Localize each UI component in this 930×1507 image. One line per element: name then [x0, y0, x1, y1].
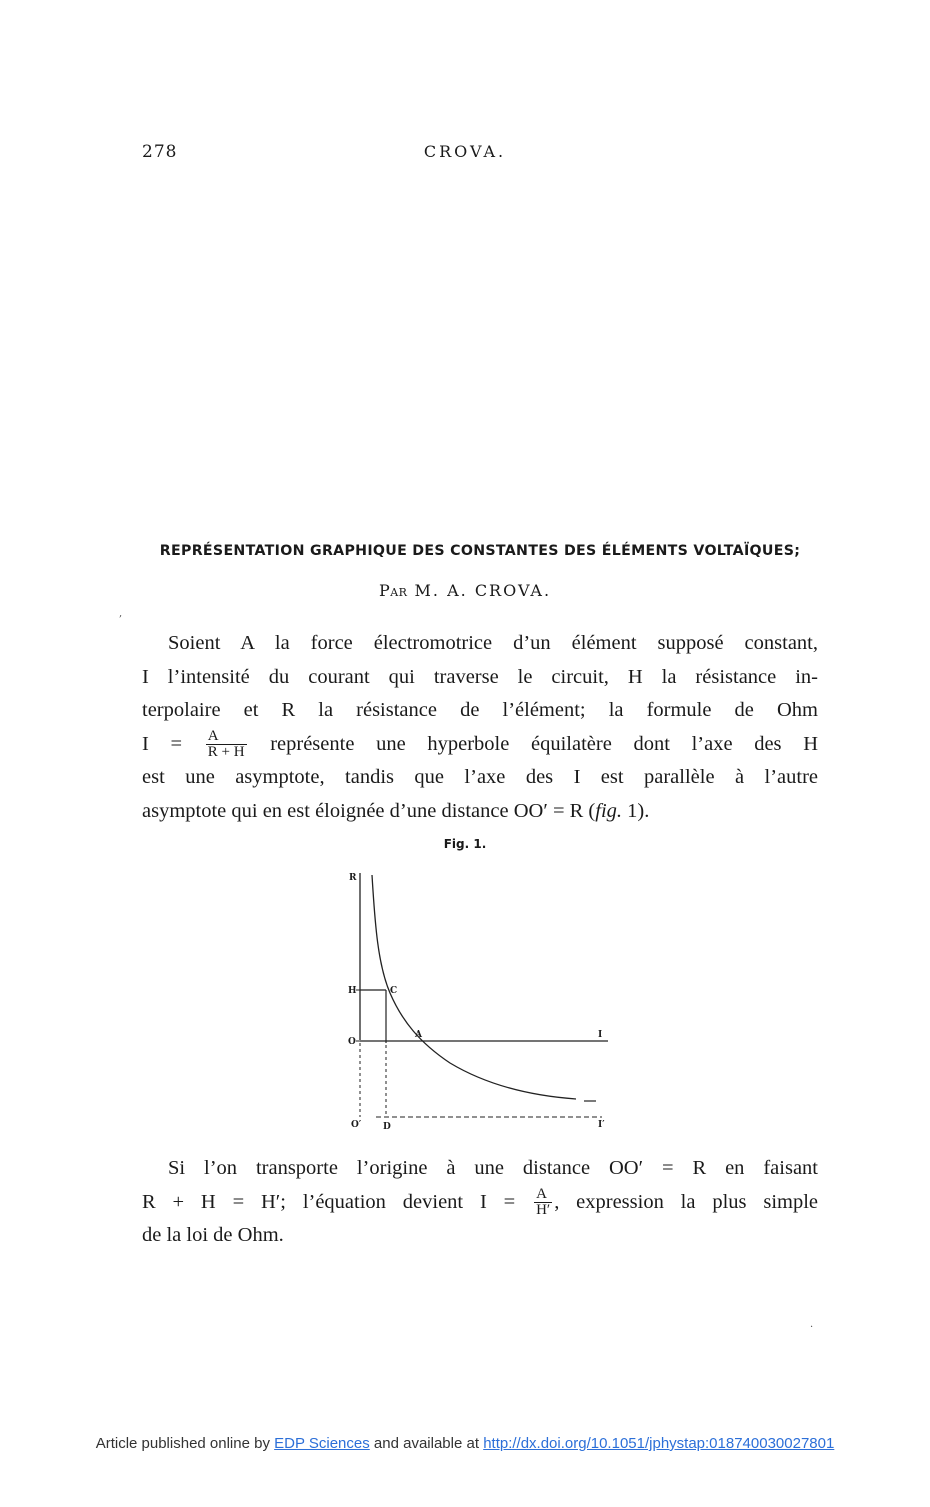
simplified-numerator: A — [534, 1187, 552, 1203]
label-a: A — [415, 1030, 422, 1040]
byline-author: M. A. CROVA. — [414, 581, 552, 600]
figure-caption: Fig. 1. — [443, 837, 487, 851]
label-i: I — [598, 1030, 603, 1040]
ohm-formula-fraction — [206, 729, 247, 760]
paragraph-1-line-1: Soient A la force électromotrice d’un élément supposé constant, — [168, 632, 818, 654]
running-head: CROVA. — [423, 142, 507, 161]
line-6-text: asymptote qui en est éloignée d’une distance OO′ = R ( — [142, 799, 596, 822]
paragraph-2-line-2 — [142, 1186, 818, 1220]
paragraph-1-line-4 — [142, 728, 818, 762]
formula-numerator: A — [206, 729, 247, 745]
equation-suffix: , expression la plus simple — [554, 1190, 819, 1213]
label-c: C — [390, 986, 398, 996]
simplified-denominator: H′ — [536, 1202, 551, 1219]
paragraph-2-line-1: Si l’on transporte l’origine à une distance OO′ = R en faisant — [168, 1157, 818, 1179]
page-number: 278 — [142, 142, 178, 162]
byline — [0, 581, 930, 600]
label-o-prime: O′ — [351, 1120, 362, 1130]
label-o: O — [348, 1037, 356, 1047]
stray-mark: , — [119, 608, 123, 619]
figure-reference: fig. — [595, 799, 623, 822]
hyperbola-curve — [372, 875, 576, 1099]
stray-mark-bottom: · — [810, 1322, 814, 1333]
footer-middle: and available at — [373, 1435, 480, 1452]
paragraph-1-line-5: est une asymptote, tandis que l’axe des I est parallèle à l’autre — [142, 766, 818, 788]
hyperbola-figure — [340, 865, 620, 1135]
paragraph-2-line-3: de la loi de Ohm. — [142, 1224, 284, 1246]
footer-prefix: Article published online by — [95, 1435, 270, 1452]
label-i-prime: I′ — [598, 1120, 605, 1130]
formula-lhs: I = — [142, 732, 183, 755]
label-top-axis: R — [349, 873, 357, 883]
paragraph-2 — [142, 1152, 818, 1253]
publisher-link[interactable]: EDP Sciences — [274, 1435, 370, 1452]
publication-footer — [0, 1435, 930, 1452]
paragraph-1-line-2: I l’intensité du courant qui traverse le circuit, H la résistance in- — [142, 665, 818, 688]
equation-prefix: R + H = H′; l’équation devient I = — [142, 1190, 516, 1213]
paragraph-1-line-3: terpolaire et R la résistance de l’élément; la formule de Ohm — [142, 699, 818, 721]
formula-description: représente une hyperbole équilatère dont l’axe des H — [270, 732, 819, 755]
formula-denominator: R + H — [207, 744, 245, 761]
simplified-formula-fraction — [534, 1187, 552, 1218]
doi-link[interactable]: http://dx.doi.org/10.1051/jphystap:018740030027801 — [483, 1435, 835, 1452]
paragraph-1 — [142, 627, 818, 828]
line-6-end: 1). — [622, 799, 650, 822]
label-d: D — [383, 1122, 391, 1132]
byline-par: Par — [378, 581, 408, 600]
paragraph-1-line-6 — [142, 795, 818, 829]
article-title: REPRÉSENTATION GRAPHIQUE DES CONSTANTES DES ÉLÉMENTS VOLTAÏQUES; — [159, 543, 801, 559]
label-h: H — [348, 986, 357, 996]
